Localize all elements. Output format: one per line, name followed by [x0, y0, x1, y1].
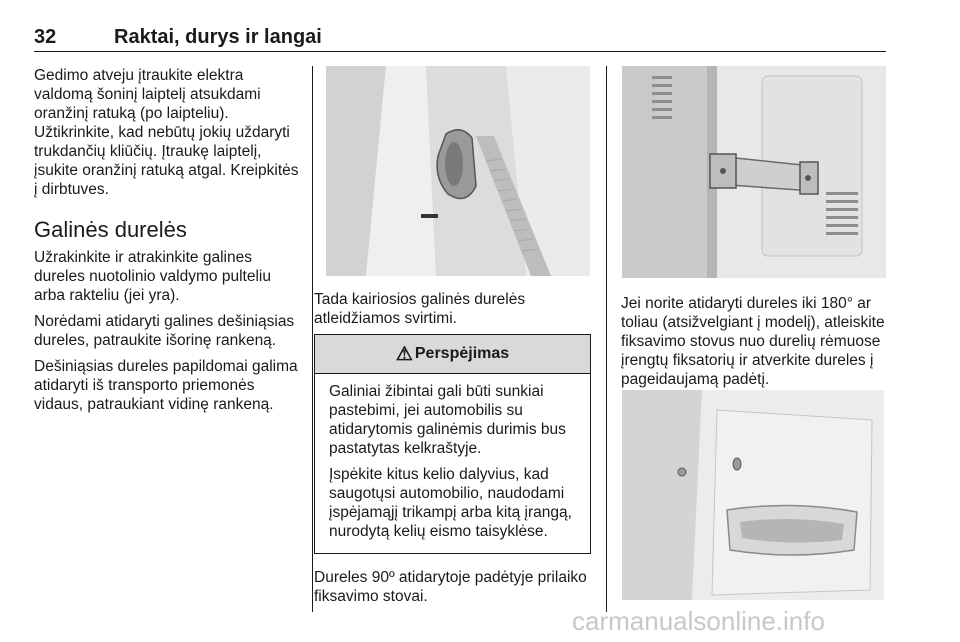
figure-door-lever [326, 66, 590, 276]
figure-door-check-strap [622, 66, 886, 278]
column-left [34, 66, 304, 421]
warning-body [315, 374, 590, 541]
header-divider [34, 51, 886, 52]
warning-paragraph-visibility: Galiniai žibintai gali būti sunkiai pastebimi, jei automobilis su atidarytomis galinėmis durimis bus pastatytas kelkraštyje. [329, 383, 566, 457]
page-header [34, 26, 886, 50]
inside-handle-illustration [622, 390, 884, 600]
column-right [621, 294, 891, 396]
column-divider-left [312, 66, 313, 612]
warning-title: Perspėjimas [414, 345, 510, 362]
paragraph-inside-handle: Dešiniąsias dureles papildomai galima atidaryti iš transporto priemonės vidaus, patraukiant vidinę rankeną. [34, 358, 298, 413]
door-lever-illustration [326, 66, 590, 276]
column-divider-right [606, 66, 607, 612]
door-check-strap-illustration [622, 66, 886, 278]
figure-inside-handle [622, 390, 884, 600]
paragraph-step-failure: Gedimo atveju įtraukite elektra valdomą šoninį laiptelį atsukdami oranžinį ratuką (po laipteliu). Užtikrinkite, kad nebūtų jokių uždaryti trukdančių kliūčių. Įtraukę laiptelį, įsukite oranžinį ratuką atgal. Kreipkitės į dirbtuves. [34, 67, 299, 198]
column-middle [314, 290, 596, 335]
paragraph-left-door-release: Tada kairiosios galinės durelės atleidžiamos svirtimi. [314, 291, 526, 327]
warning-paragraph-triangle: Įspėkite kitus kelio dalyvius, kad saugotųsi automobilio, naudodami įspėjamąjį trikampį arba kitą įrangą, nurodytą kelių eismo taisyklėse. [329, 466, 572, 540]
paragraph-90-degree-block [314, 568, 596, 613]
paragraph-90-degree: Dureles 90º atidarytoje padėtyje prilaiko fiksavimo stovai. [314, 569, 587, 605]
watermark-text: carmanualsonline.info [572, 606, 825, 636]
warning-box [314, 334, 591, 554]
paragraph-180-degree: Jei norite atidaryti dureles iki 180° ar toliau (atsižvelgiant į modelį), atleiskite fiksavimo stovus nuo durelių rėmuose įrengtų fiksatorių ir atverkite dureles į pageidaujamą padėtį. [621, 295, 885, 388]
page-number: 32 [34, 26, 57, 48]
section-heading-rear-doors: Galinės durelės [34, 217, 187, 242]
chapter-title: Raktai, durys ir langai [114, 26, 322, 48]
paragraph-lock-unlock: Užrakinkite ir atrakinkite galines dureles nuotolinio valdymo pulteliu arba rakteliu (jei yra). [34, 249, 271, 304]
paragraph-open-right-door: Norėdami atidaryti galines dešiniąsias dureles, patraukite išorinę rankeną. [34, 313, 295, 349]
warning-triangle-icon: ⚠ [395, 343, 413, 365]
warning-header [315, 335, 590, 374]
